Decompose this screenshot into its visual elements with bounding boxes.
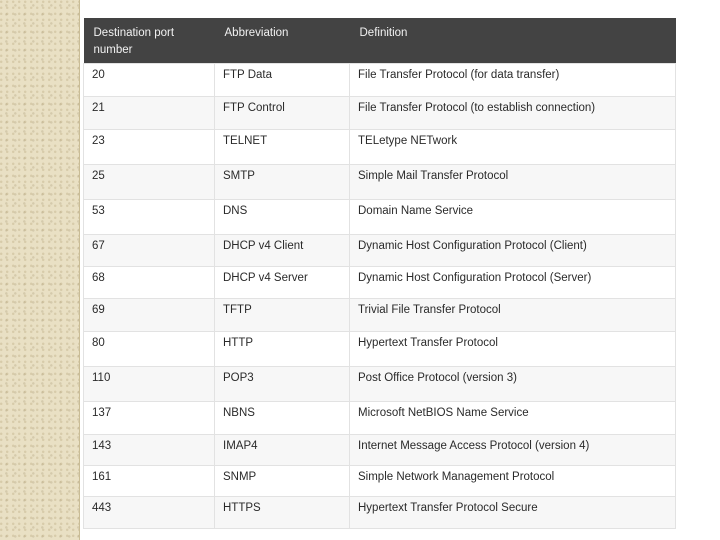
abbreviation-cell: TELNET: [215, 130, 350, 165]
definition-cell: File Transfer Protocol (to establish connection): [350, 97, 676, 130]
table-row: [84, 165, 676, 200]
table-row: [84, 402, 676, 435]
header-abbreviation: Abbreviation: [215, 18, 350, 64]
definition-cell: Internet Message Access Protocol (version 4): [350, 435, 676, 466]
abbreviation-cell: HTTP: [215, 332, 350, 367]
definition-cell: File Transfer Protocol (for data transfer): [350, 64, 676, 97]
definition-cell: Hypertext Transfer Protocol Secure: [350, 497, 676, 529]
definition-cell: Hypertext Transfer Protocol: [350, 332, 676, 367]
table-row: [84, 435, 676, 466]
decorative-side-strip: [0, 0, 80, 540]
abbreviation-cell: IMAP4: [215, 435, 350, 466]
definition-cell: Microsoft NetBIOS Name Service: [350, 402, 676, 435]
table-row: [84, 64, 676, 97]
abbreviation-cell: SMTP: [215, 165, 350, 200]
definition-cell: Domain Name Service: [350, 200, 676, 235]
port-cell: 53: [84, 200, 215, 235]
table-row: [84, 267, 676, 299]
table-row: [84, 235, 676, 267]
definition-cell: Post Office Protocol (version 3): [350, 367, 676, 402]
abbreviation-cell: HTTPS: [215, 497, 350, 529]
port-cell: 161: [84, 466, 215, 497]
port-cell: 143: [84, 435, 215, 466]
port-cell: 80: [84, 332, 215, 367]
definition-cell: Simple Mail Transfer Protocol: [350, 165, 676, 200]
table-row: [84, 130, 676, 165]
port-cell: 67: [84, 235, 215, 267]
abbreviation-cell: NBNS: [215, 402, 350, 435]
abbreviation-cell: SNMP: [215, 466, 350, 497]
abbreviation-cell: TFTP: [215, 299, 350, 332]
port-cell: 21: [84, 97, 215, 130]
port-cell: 68: [84, 267, 215, 299]
definition-cell: Trivial File Transfer Protocol: [350, 299, 676, 332]
table-row: [84, 299, 676, 332]
table-row: [84, 466, 676, 497]
table-row: [84, 97, 676, 130]
header-definition: Definition: [350, 18, 676, 64]
abbreviation-cell: POP3: [215, 367, 350, 402]
port-cell: 23: [84, 130, 215, 165]
table-body: [84, 64, 676, 529]
port-cell: 443: [84, 497, 215, 529]
header-destination-port: Destination port number: [84, 18, 215, 64]
table-header-row: [84, 18, 676, 64]
definition-cell: Dynamic Host Configuration Protocol (Server): [350, 267, 676, 299]
definition-cell: Dynamic Host Configuration Protocol (Client): [350, 235, 676, 267]
definition-cell: Simple Network Management Protocol: [350, 466, 676, 497]
port-cell: 25: [84, 165, 215, 200]
port-cell: 69: [84, 299, 215, 332]
table-row: [84, 332, 676, 367]
port-cell: 110: [84, 367, 215, 402]
abbreviation-cell: DNS: [215, 200, 350, 235]
port-cell: 20: [84, 64, 215, 97]
table-row: [84, 367, 676, 402]
definition-cell: TELetype NETwork: [350, 130, 676, 165]
abbreviation-cell: FTP Control: [215, 97, 350, 130]
abbreviation-cell: DHCP v4 Client: [215, 235, 350, 267]
table-row: [84, 200, 676, 235]
table-row: [84, 497, 676, 529]
port-cell: 137: [84, 402, 215, 435]
port-table: [83, 18, 676, 529]
abbreviation-cell: FTP Data: [215, 64, 350, 97]
abbreviation-cell: DHCP v4 Server: [215, 267, 350, 299]
port-table-container: [83, 18, 676, 529]
